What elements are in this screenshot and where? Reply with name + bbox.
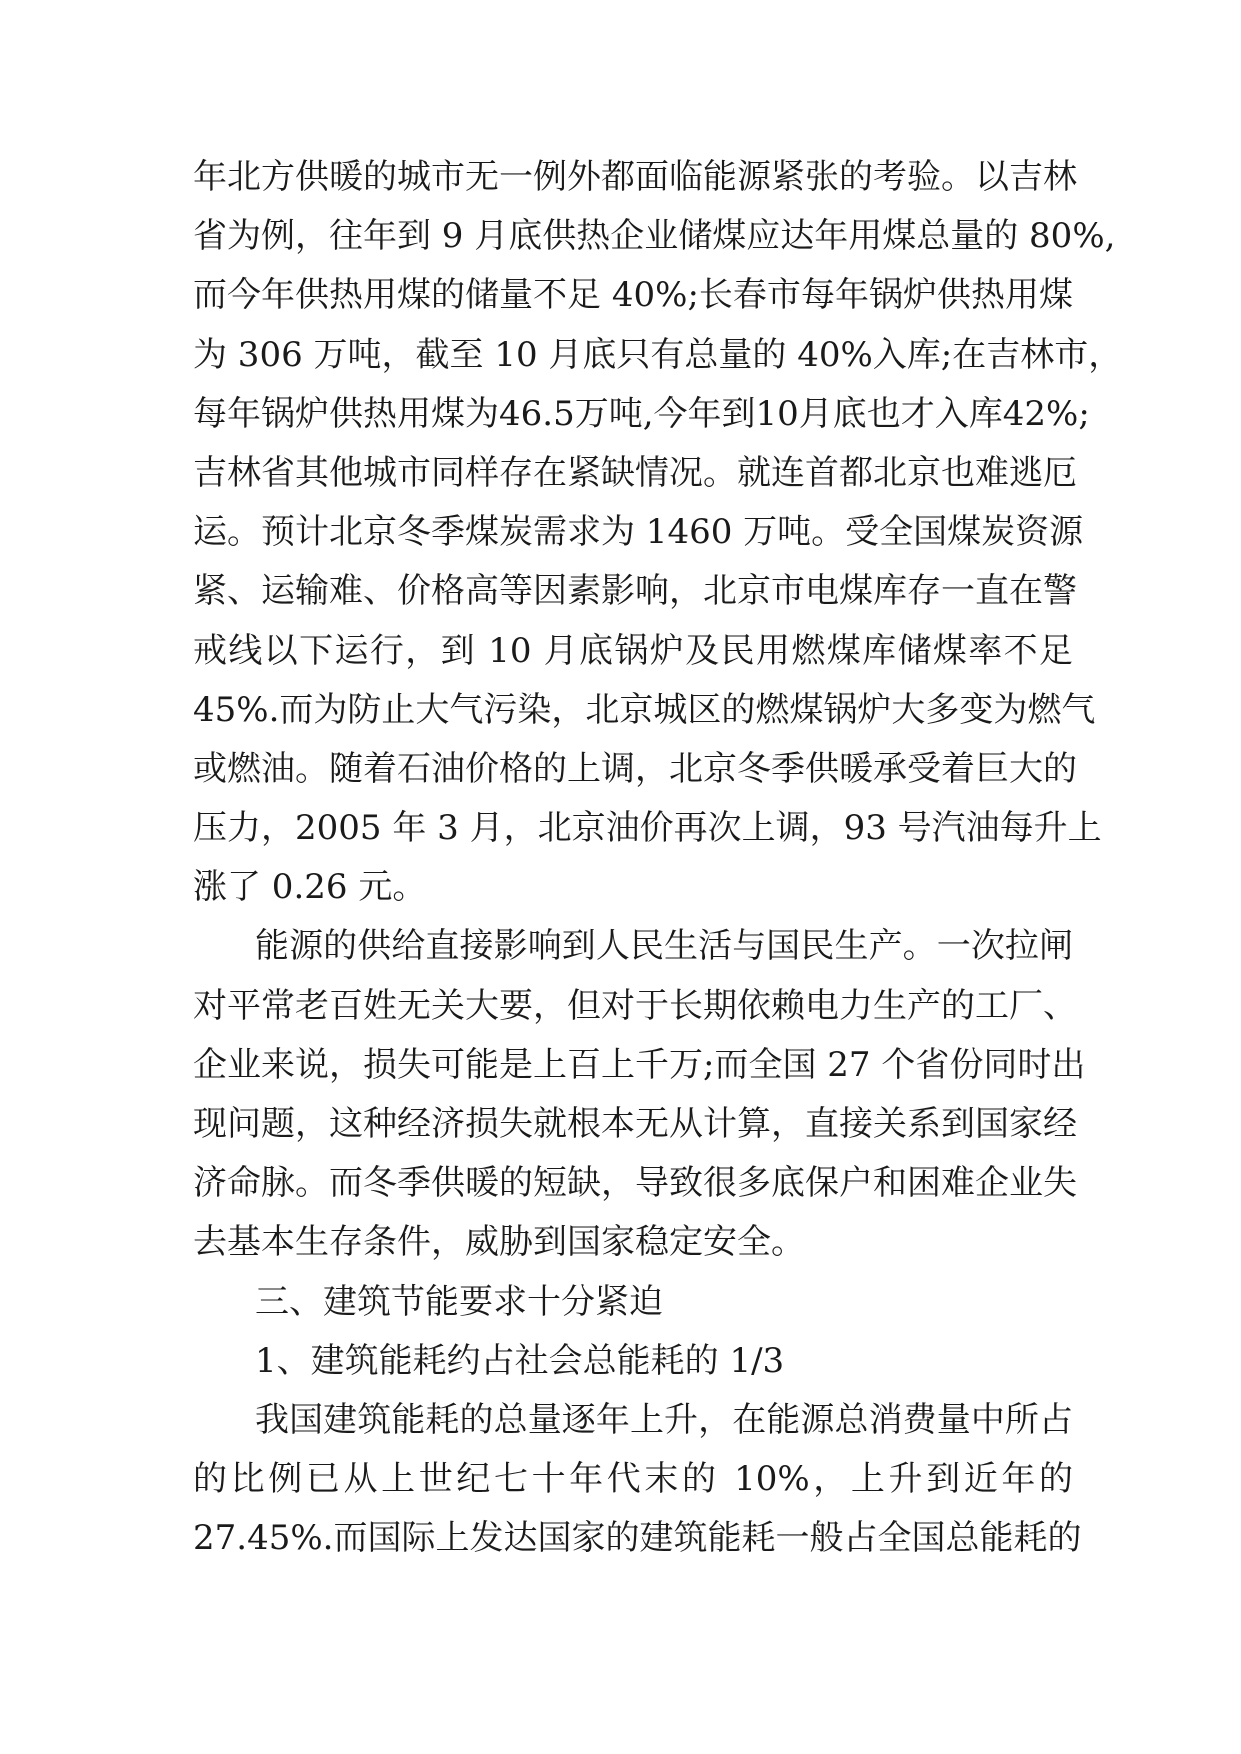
text-line: 吉林省其他城市同样存在紧缺情况。就连首都北京也难逃厄: [193, 452, 1077, 493]
text-line: 45%.而为防止大气污染，北京城区的燃煤锅炉大多变为燃气: [193, 689, 1096, 730]
text-line: 年北方供暖的城市无一例外都面临能源紧张的考验。以吉林: [193, 157, 1077, 197]
text-line: 为 306 万吨，截至 10 月底只有总量的 40%入库;在吉林市，: [193, 334, 1123, 375]
text-line: 压力，2005 年 3 月，北京油价再次上调，93 号汽油每升上: [193, 808, 1102, 849]
text-line: 的比例已从上世纪七十年代末的 10%，上升到近年的: [193, 1459, 1073, 1500]
text-line: 省为例，往年到 9 月底供热企业储煤应达年用煤总量的 80%,: [193, 216, 1116, 257]
text-line: 而今年供热用煤的储量不足 40%;长春市每年锅炉供热用煤: [193, 275, 1073, 316]
text-line: 我国建筑能耗的总量逐年上升，在能源总消费量中所占: [255, 1399, 1073, 1440]
text-line: 每年锅炉供热用煤为46.5万吨,今年到10月底也才入库42%;: [193, 393, 1090, 434]
text-line: 运。预计北京冬季煤炭需求为 1460 万吨。受全国煤炭资源: [193, 512, 1084, 553]
text-line: 去基本生存条件，威胁到国家稳定安全。: [193, 1222, 805, 1263]
text-line: 企业来说，损失可能是上百上千万;而全国 27 个省份同时出: [193, 1044, 1086, 1085]
text-line: 1、建筑能耗约占社会总能耗的 1/3: [255, 1340, 785, 1381]
text-line: 或燃油。随着石油价格的上调，北京冬季供暖承受着巨大的: [193, 748, 1077, 789]
text-line: 涨了 0.26 元。: [193, 867, 427, 908]
text-line: 三、建筑节能要求十分紧迫: [255, 1281, 663, 1322]
text-line: 济命脉。而冬季供暖的短缺，导致很多底保户和困难企业失: [193, 1163, 1077, 1204]
text-line: 27.45%.而国际上发达国家的建筑能耗一般占全国总能耗的: [193, 1518, 1082, 1559]
text-line: 紧、运输难、价格高等因素影响，北京市电煤库存一直在警: [193, 571, 1077, 612]
body-text: [193, 148, 1123, 1569]
text-line: 戒线以下运行，到 10 月底锅炉及民用燃煤库储煤率不足: [193, 630, 1073, 671]
text-line: 对平常老百姓无关大要，但对于长期依赖电力生产的工厂、: [193, 985, 1077, 1026]
text-line: 能源的供给直接影响到人民生活与国民生产。一次拉闸: [255, 926, 1073, 967]
text-line: 现问题，这种经济损失就根本无从计算，直接关系到国家经: [193, 1104, 1077, 1144]
